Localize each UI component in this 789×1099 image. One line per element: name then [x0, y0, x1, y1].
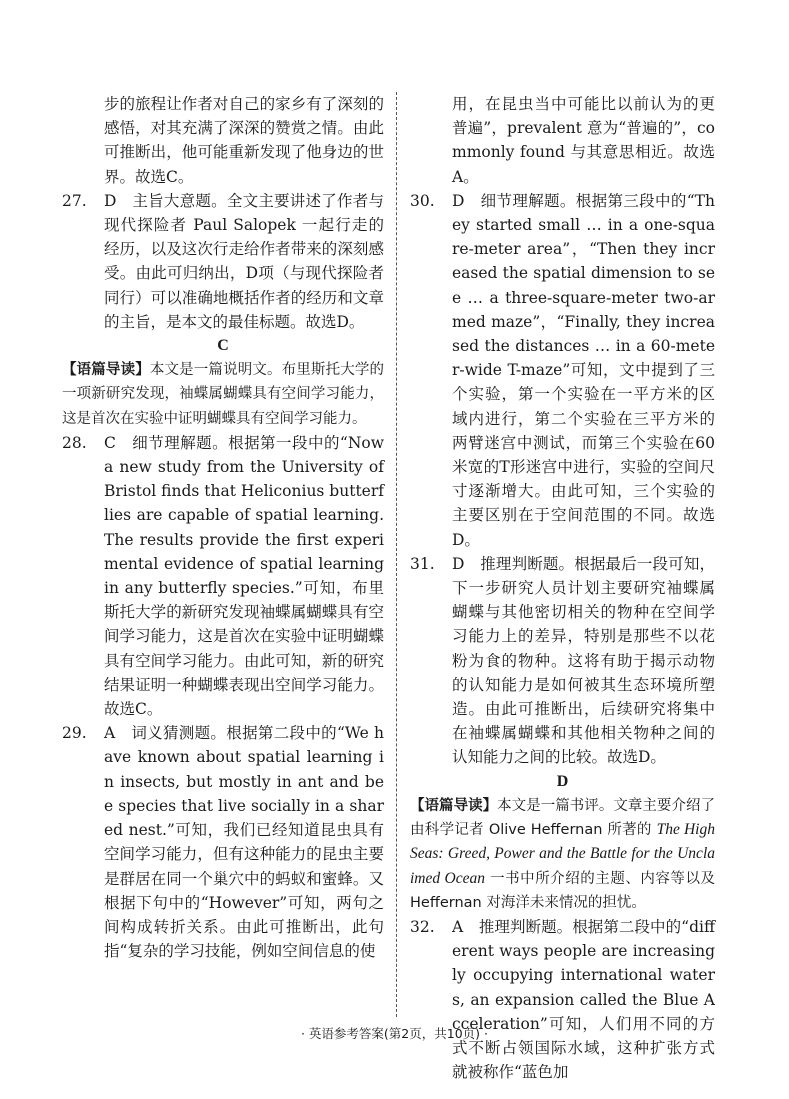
answer-explanation: D 主旨大意题。全文主要讲述了作者与现代探险者 Paul Salopek 一起行走的经历，以及这次行走给作者带来的深刻感受。由此可归纳出，D项（与现代探险者同行）可以准确地概括作者的经历和文章的主旨，是本文的最佳标题。故选D。: [104, 191, 384, 331]
answer-explanation: D 细节理解题。根据第三段中的“They started small … in a one-square-meter area”，“Then they increased the spatial dimension to see … a three-square-meter two-armed maze”，“Finally, they increased the distances … in a 60-meter-wide T-maze”可知，文中提到了三个实验，第一个实验在一平方米的区域内进行，第二个实验在三平方米的两臂迷宫中测试，而第三个实验在60米宽的T形迷宫中进行，实验的空间尺寸逐渐增大。由此可知，三个实验的主要区别在于空间范围的不同。故选D。: [452, 191, 715, 549]
question-number: 32.: [410, 917, 435, 936]
answer-27: [62, 189, 384, 334]
intro-text: 本文是一篇书评。文章主要介绍了由科学记者 Olive Heffernan 所著的: [410, 797, 716, 839]
page-footer: · 英语参考答案(第2页，共10页) ·: [300, 1026, 488, 1041]
question-number: 27.: [62, 191, 87, 210]
answer-32: [410, 915, 715, 1084]
section-heading-c: C: [217, 337, 229, 355]
answer-28: [62, 431, 384, 721]
answer-29: [62, 721, 384, 963]
question-number: 28.: [62, 433, 87, 452]
intro-text: 本文是一篇说明文。布里斯托大学的一项新研究发现，袖蝶属蝴蝶具有空间学习能力，这是首次在实验中证明蝴蝶具有空间学习能力。: [62, 362, 385, 427]
question-number: 29.: [62, 724, 87, 743]
passage-intro-d: [410, 794, 715, 915]
left-column: [62, 92, 384, 963]
continued-paragraph: 步的旅程让作者对自己的家乡有了深刻的感悟，对其充满了深深的赞赏之情。由此可推断出，他可能重新发现了他身边的世界。故选C。: [104, 95, 384, 186]
answer-explanation: D 推理判断题。根据最后一段可知，下一步研究人员计划主要研究袖蝶属蝴蝶与其他密切相关的物种在空间学习能力上的差异，特别是那些不以花粉为食的物种。这将有助于揭示动物的认知能力是如何被其生态环境所塑造。由此可推断出，后续研究将集中在袖蝶属蝴蝶和其他相关物种之间的认知能力之间的比较。故选D。: [452, 554, 715, 767]
intro-tag: 【语篇导读】: [62, 361, 150, 379]
passage-intro-c: [62, 358, 384, 431]
column-divider: [396, 92, 397, 1017]
section-heading-d: D: [556, 772, 569, 790]
intro-text-cont: 一书中所介绍的主题、内容等以及 Heffernan 对海洋未来情况的担忧。: [410, 870, 715, 911]
answer-30: [410, 189, 715, 552]
answer-explanation: A 词义猜测题。根据第二段中的“We have known about spatial learning in insects, but mostly in ant and bee species that live socially in a shared nest.”可知，我们已经知道昆虫具有空间学习能力，但有这种能力的昆虫主要是群居在同一个巢穴中的蚂蚁和蜜蜂。又根据下句中的“However”可知，两句之间构成转折关系。由此可推断出，此句指“复杂的学习技能，例如空间信息的使: [104, 724, 384, 961]
intro-tag: 【语篇导读】: [410, 796, 498, 814]
continued-paragraph: 用，在昆虫当中可能比以前认为的更普遍”，prevalent 意为“普遍的”，commonly found 与其意思相近。故选A。: [452, 95, 715, 186]
answer-explanation: A 推理判断题。根据第二段中的“different ways people are increasingly occupying international waters, an expansion called the Blue Acceleration”可知，人们用不同的方式不断占领国际水域，这种扩张方式就被称作“蓝色加: [452, 917, 715, 1082]
answer-explanation: C 细节理解题。根据第一段中的“Now a new study from the University of Bristol finds that Heliconius butterflies are capable of spatial learning. The results provide the first experimental evidence of spatial learning in any butterfly species.”可知，布里斯托大学的新研究发现袖蝶属蝴蝶具有空间学习能力，这是首次在实验中证明蝴蝶具有空间学习能力。由此可知，新的研究结果证明一种蝴蝶表现出空间学习能力。故选C。: [104, 433, 384, 719]
right-column: [410, 92, 715, 1084]
question-number: 30.: [410, 191, 435, 210]
question-number: 31.: [410, 554, 435, 573]
book-title: The High Seas: Greed, Power and the Battle for the Unclaimed Ocean: [410, 821, 715, 887]
answer-31: [410, 552, 715, 770]
